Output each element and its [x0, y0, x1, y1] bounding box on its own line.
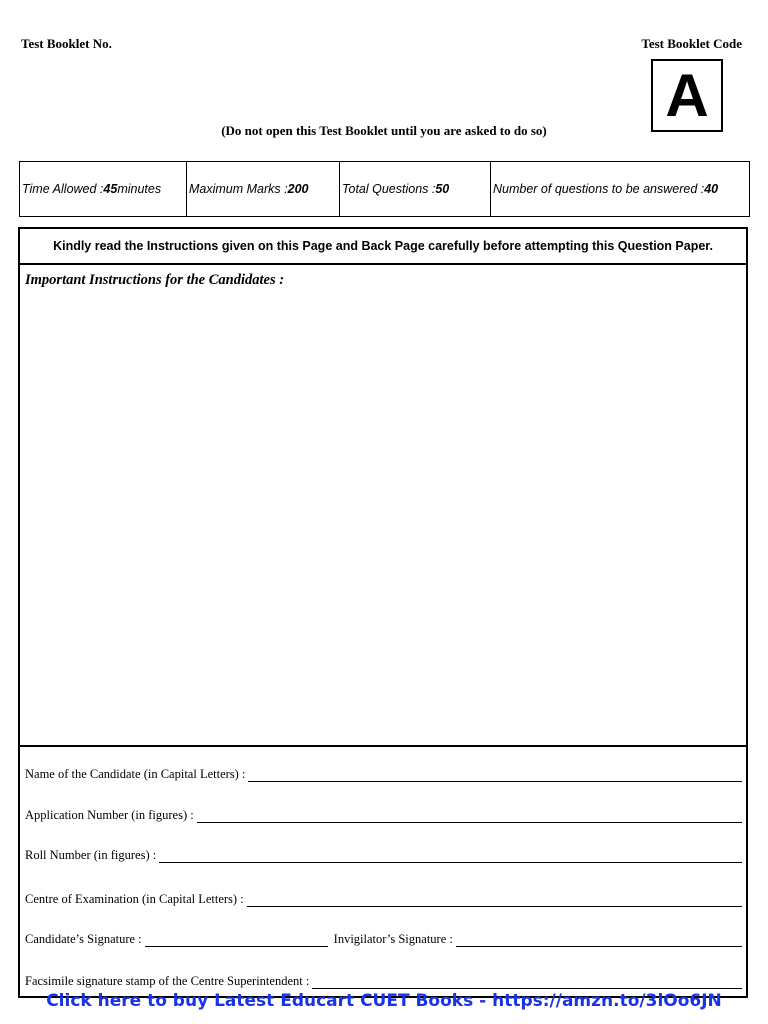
instructions-heading: Important Instructions for the Candidates : — [25, 272, 285, 288]
booklet-code-box: A — [651, 59, 723, 132]
invigilator-signature-label: Invigilator’s Signature : — [333, 932, 453, 946]
maximum-marks-value: 200 — [287, 182, 309, 196]
roll-number-blank[interactable] — [159, 851, 742, 863]
centre-of-examination-field[interactable] — [25, 892, 742, 907]
questions-to-answer-cell — [491, 162, 749, 216]
total-questions-value: 50 — [435, 182, 450, 196]
application-number-blank[interactable] — [197, 811, 742, 823]
candidate-name-blank[interactable] — [248, 770, 742, 782]
facsimile-stamp-label: Facsimile signature stamp of the Centre Superintendent : — [25, 974, 310, 988]
candidate-signature-label: Candidate’s Signature : — [25, 932, 142, 946]
application-number-field[interactable] — [25, 808, 742, 823]
candidate-name-label: Name of the Candidate (in Capital Letters) : — [25, 767, 246, 781]
questions-to-answer-value: 40 — [704, 182, 719, 196]
maximum-marks-cell — [187, 162, 340, 216]
centre-of-examination-label: Centre of Examination (in Capital Letters) : — [25, 892, 244, 906]
candidate-name-field[interactable] — [25, 767, 742, 782]
time-allowed-cell — [20, 162, 187, 216]
facsimile-stamp-blank[interactable] — [312, 977, 742, 989]
questions-to-answer-label: Number of questions to be answered : — [493, 182, 705, 196]
invigilator-signature-blank[interactable] — [456, 935, 742, 947]
facsimile-stamp-field[interactable] — [25, 974, 742, 989]
read-instructions-notice: Kindly read the Instructions given on this Page and Back Page carefully before attempting this Question Paper. — [20, 229, 746, 265]
centre-of-examination-blank[interactable] — [247, 895, 742, 907]
maximum-marks-label: Maximum Marks : — [189, 182, 288, 196]
do-not-open-notice: (Do not open this Test Booklet until you are asked to do so) — [221, 123, 547, 138]
candidate-signature-blank[interactable] — [145, 935, 328, 947]
total-questions-label: Total Questions : — [342, 182, 436, 196]
signatures-field[interactable] — [25, 932, 742, 947]
time-allowed-unit: minutes — [117, 182, 162, 196]
instructions-area — [20, 272, 746, 747]
time-allowed-value: 45 — [103, 182, 118, 196]
buy-books-link[interactable]: Click here to buy Latest Educart CUET Books - https://amzn.to/3lOo6JN — [46, 991, 722, 1011]
application-number-label: Application Number (in figures) : — [25, 808, 194, 822]
test-booklet-no-label: Test Booklet No. — [21, 36, 112, 51]
test-booklet-code-label: Test Booklet Code — [641, 36, 742, 51]
instructions-box — [18, 227, 748, 998]
total-questions-cell — [340, 162, 491, 216]
roll-number-field[interactable] — [25, 848, 742, 863]
roll-number-label: Roll Number (in figures) : — [25, 848, 157, 862]
exam-info-table — [19, 161, 750, 217]
time-allowed-label: Time Allowed : — [22, 182, 104, 196]
